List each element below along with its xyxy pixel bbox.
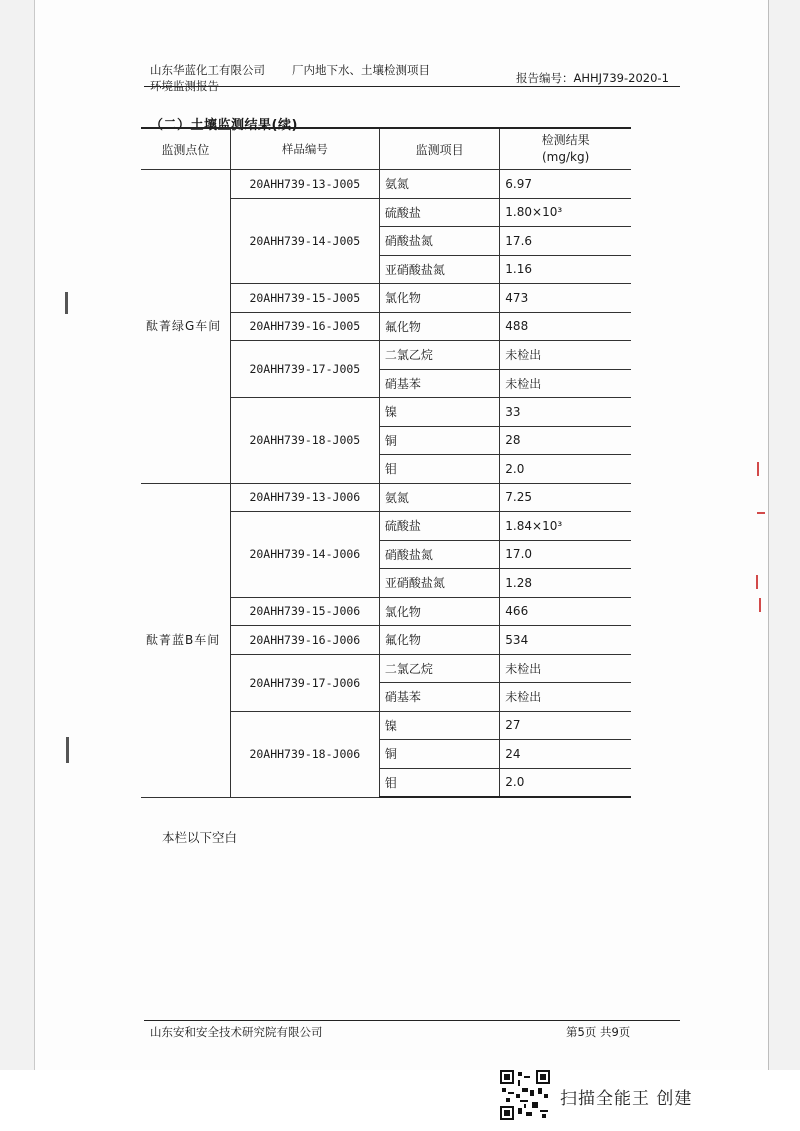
sample-id-cell: 20AHH739-15-J006	[230, 597, 379, 626]
binding-hole-mark-top	[65, 292, 68, 314]
sample-id-cell: 20AHH739-13-J006	[230, 483, 379, 512]
table-row	[141, 170, 631, 199]
result-cell: 473	[500, 284, 631, 313]
item-cell: 硝酸盐氮	[379, 540, 499, 569]
footer-rule	[144, 1020, 680, 1021]
result-cell: 7.25	[500, 483, 631, 512]
result-cell: 2.0	[500, 768, 631, 797]
item-cell: 钼	[379, 768, 499, 797]
item-cell: 亚硝酸盐氮	[379, 569, 499, 598]
result-cell: 1.28	[500, 569, 631, 598]
soil-results-table	[141, 127, 631, 798]
margin-mark	[757, 462, 759, 476]
result-cell: 17.6	[500, 227, 631, 256]
result-cell: 未检出	[500, 654, 631, 683]
item-cell: 镍	[379, 711, 499, 740]
footer-institute: 山东安和安全技术研究院有限公司	[150, 1025, 323, 1039]
sample-id-cell: 20AHH739-18-J006	[230, 711, 379, 797]
binding-hole-mark-bottom	[66, 737, 69, 763]
scanner-watermark: 扫描全能王 创建	[560, 1089, 693, 1109]
header-rule	[144, 86, 680, 87]
item-cell: 氯化物	[379, 284, 499, 313]
item-cell: 氨氮	[379, 170, 499, 199]
result-cell: 1.16	[500, 255, 631, 284]
header-project: 厂内地下水、土壤检测项目	[292, 63, 430, 77]
table-row	[141, 483, 631, 512]
location-cell	[141, 483, 230, 797]
item-cell: 二氯乙烷	[379, 341, 499, 370]
column-header-result	[500, 128, 631, 170]
item-cell: 氯化物	[379, 597, 499, 626]
column-header-item: 监测项目	[379, 128, 499, 170]
item-cell: 氟化物	[379, 626, 499, 655]
result-cell: 534	[500, 626, 631, 655]
sample-id-cell: 20AHH739-13-J005	[230, 170, 379, 199]
location-label: 酞菁绿G车间	[146, 319, 222, 334]
margin-mark	[756, 575, 758, 589]
result-cell: 未检出	[500, 341, 631, 370]
sample-id-cell: 20AHH739-16-J006	[230, 626, 379, 655]
item-cell: 钼	[379, 455, 499, 484]
item-cell: 镍	[379, 398, 499, 427]
result-cell: 未检出	[500, 369, 631, 398]
location-label: 酞菁蓝B车间	[146, 633, 221, 647]
header-report-number: 报告编号：AHHJ739-2020-1	[516, 71, 669, 85]
footer-page-number: 第5页 共9页	[566, 1025, 631, 1039]
header-report-type: 环境监测报告	[150, 79, 219, 93]
result-cell: 24	[500, 740, 631, 769]
column-header-location: 监测点位	[141, 128, 230, 170]
location-cell	[141, 170, 230, 484]
item-cell: 亚硝酸盐氮	[379, 255, 499, 284]
sample-id-cell: 20AHH739-18-J005	[230, 398, 379, 484]
item-cell: 硝基苯	[379, 369, 499, 398]
item-cell: 硫酸盐	[379, 512, 499, 541]
blank-below-note: 本栏以下空白	[162, 830, 238, 845]
result-cell: 27	[500, 711, 631, 740]
item-cell: 铜	[379, 740, 499, 769]
column-header-result-unit: (mg/kg)	[542, 150, 590, 164]
column-header-sample-id: 样品编号	[230, 128, 379, 170]
item-cell: 氟化物	[379, 312, 499, 341]
item-cell: 铜	[379, 426, 499, 455]
sample-id-cell: 20AHH739-17-J006	[230, 654, 379, 711]
table-header-row	[141, 128, 631, 170]
item-cell: 硫酸盐	[379, 198, 499, 227]
result-cell: 2.0	[500, 455, 631, 484]
result-cell: 488	[500, 312, 631, 341]
section-title: （二）土壤监测结果(续)	[150, 118, 298, 133]
sample-id-cell: 20AHH739-14-J006	[230, 512, 379, 598]
result-cell: 未检出	[500, 683, 631, 712]
result-cell: 28	[500, 426, 631, 455]
result-cell: 466	[500, 597, 631, 626]
column-header-result-label: 检测结果	[541, 133, 590, 147]
item-cell: 氨氮	[379, 483, 499, 512]
result-cell: 33	[500, 398, 631, 427]
result-cell: 1.80×10³	[500, 198, 631, 227]
margin-mark	[759, 598, 761, 612]
item-cell: 二氯乙烷	[379, 654, 499, 683]
result-cell: 17.0	[500, 540, 631, 569]
result-cell: 1.84×10³	[500, 512, 631, 541]
item-cell: 硝酸盐氮	[379, 227, 499, 256]
sample-id-cell: 20AHH739-17-J005	[230, 341, 379, 398]
sample-id-cell: 20AHH739-14-J005	[230, 198, 379, 284]
sample-id-cell: 20AHH739-15-J005	[230, 284, 379, 313]
sample-id-cell: 20AHH739-16-J005	[230, 312, 379, 341]
item-cell: 硝基苯	[379, 683, 499, 712]
qr-code-icon	[500, 1070, 550, 1120]
margin-mark	[757, 512, 765, 514]
result-cell: 6.97	[500, 170, 631, 199]
header-company: 山东华蓝化工有限公司	[150, 63, 265, 77]
